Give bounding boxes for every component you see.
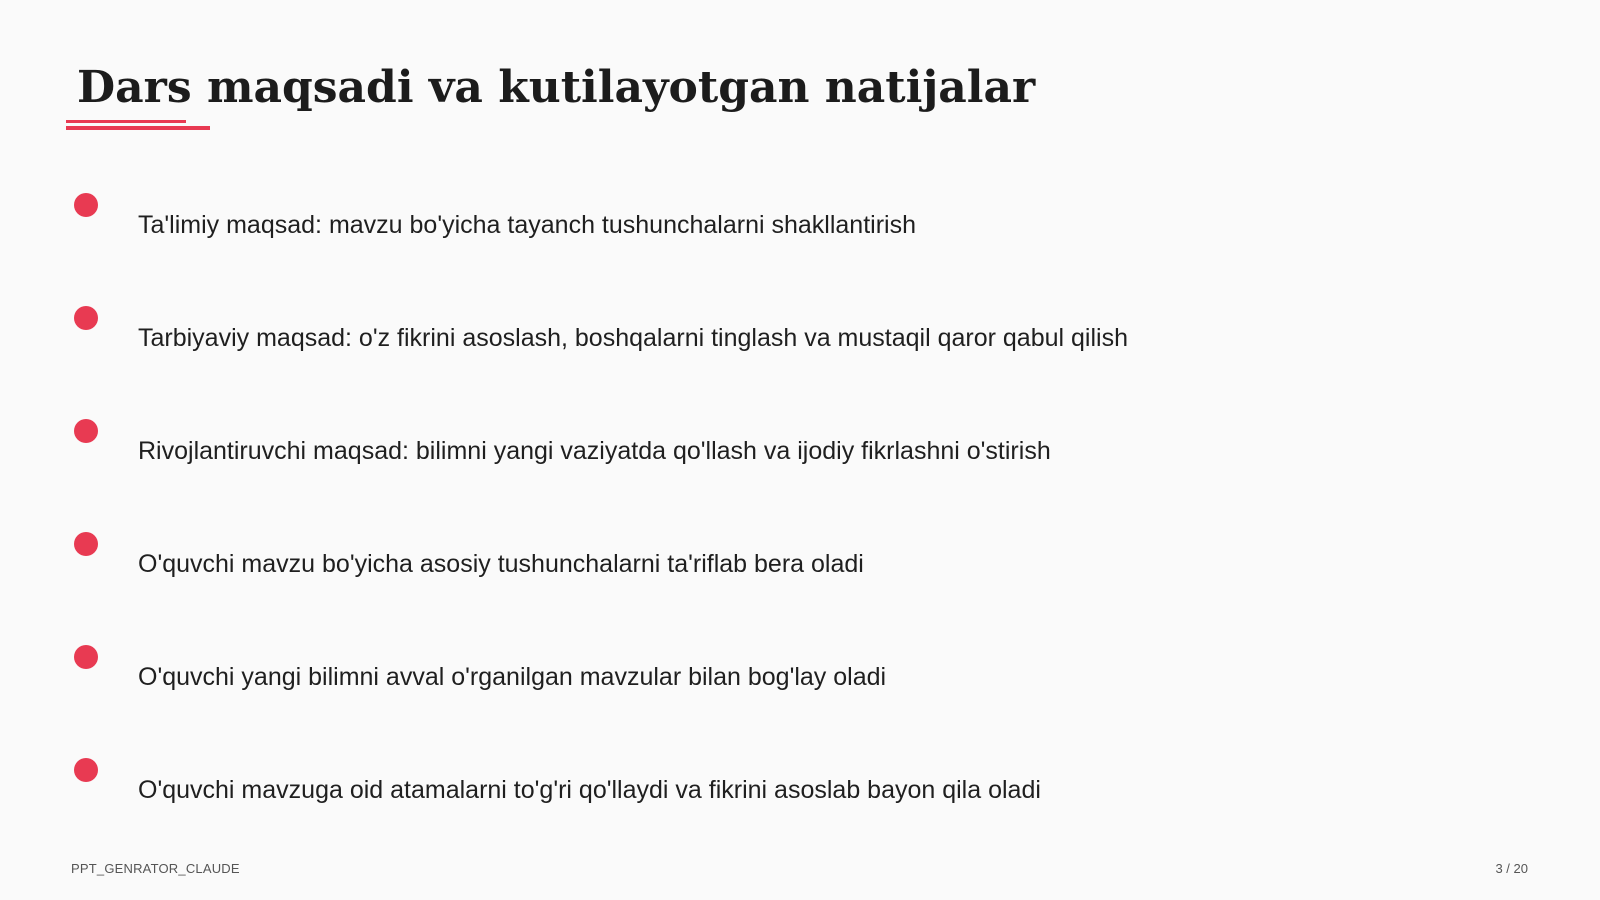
bullet-item — [0, 645, 1600, 705]
bullet-dot-icon — [74, 419, 98, 443]
bullet-item — [0, 193, 1600, 253]
bullet-text: Rivojlantiruvchi maqsad: bilimni yangi vaziyatda qo'llash va ijodiy fikrlashni o'stirish — [138, 437, 1051, 465]
bullet-item — [0, 532, 1600, 592]
bullet-text: O'quvchi mavzuga oid atamalarni to'g'ri qo'llaydi va fikrini asoslab bayon qila oladi — [138, 776, 1041, 804]
page-number: 3 / 20 — [1495, 861, 1528, 876]
bullet-text: Tarbiyaviy maqsad: o'z fikrini asoslash, boshqalarni tinglash va mustaqil qaror qabul qilish — [138, 324, 1128, 352]
slide-title: Dars maqsadi va kutilayotgan natijalar — [77, 62, 1036, 113]
bullet-item — [0, 306, 1600, 366]
bullet-text: O'quvchi mavzu bo'yicha asosiy tushunchalarni ta'riflab bera oladi — [138, 550, 864, 578]
bullet-dot-icon — [74, 758, 98, 782]
bullet-dot-icon — [74, 193, 98, 217]
bullet-dot-icon — [74, 532, 98, 556]
bullet-item — [0, 419, 1600, 479]
bullet-dot-icon — [74, 306, 98, 330]
bullet-text: Ta'limiy maqsad: mavzu bo'yicha tayanch tushunchalarni shakllantirish — [138, 211, 916, 239]
footer-source-label: PPT_GENRATOR_CLAUDE — [71, 861, 240, 876]
bullet-item — [0, 758, 1600, 818]
bullet-dot-icon — [74, 645, 98, 669]
bullet-text: O'quvchi yangi bilimni avval o'rganilgan mavzular bilan bog'lay oladi — [138, 663, 887, 691]
